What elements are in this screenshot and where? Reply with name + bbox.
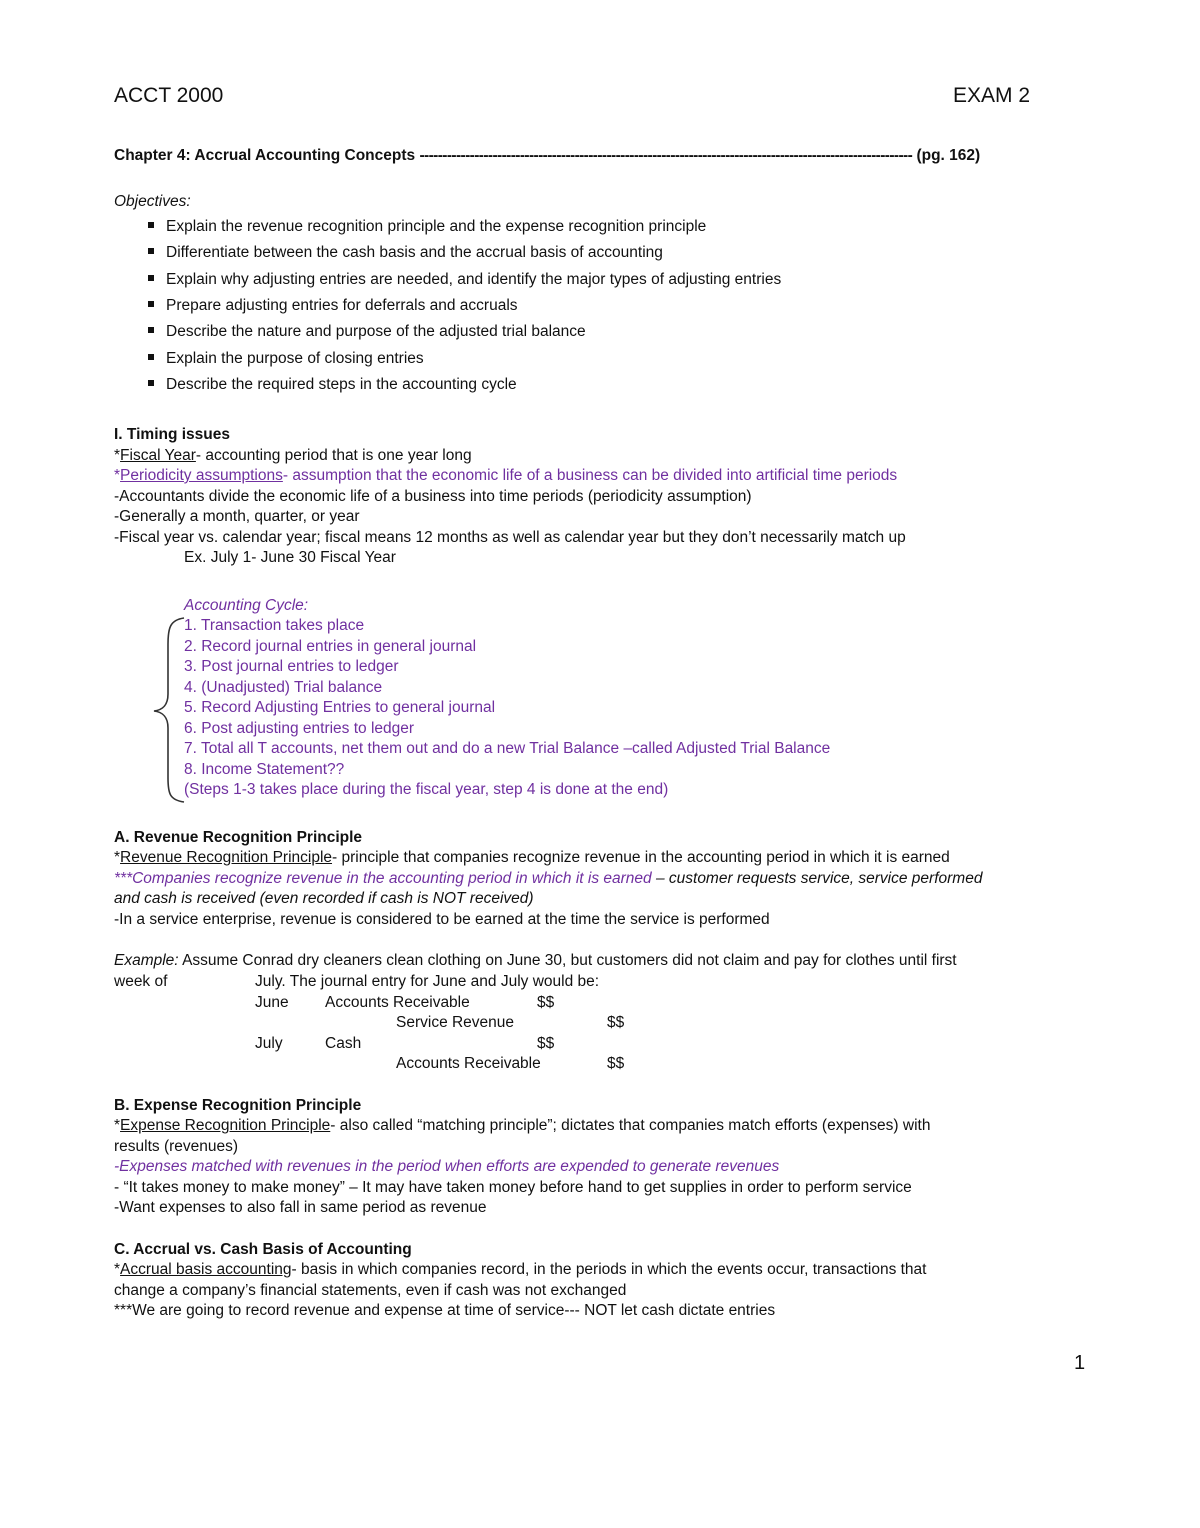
timing-line: -Accountants divide the economic life of a business into time periods (periodicity assumption) bbox=[114, 488, 752, 505]
periodicity-definition: *Periodicity assumptions- assumption that the economic life of a business can be divided into artificial time periods bbox=[114, 467, 898, 484]
objective-item: Describe the nature and purpose of the adjusted trial balance bbox=[148, 323, 586, 341]
fiscal-year-example: Ex. July 1- June 30 Fiscal Year bbox=[184, 549, 396, 566]
accrual-definition: *Accrual basis accounting- basis in which companies record, in the periods in which the events occur, transactions that bbox=[114, 1261, 927, 1278]
journal-debit: $$ bbox=[537, 994, 555, 1011]
objective-item: Prepare adjusting entries for deferrals and accruals bbox=[148, 297, 518, 315]
revenue-term: Revenue Recognition Principle bbox=[120, 849, 333, 866]
journal-debit: $$ bbox=[537, 1035, 555, 1052]
fiscal-year-definition: *Fiscal Year- accounting period that is one year long bbox=[114, 447, 472, 464]
cycle-step: 5. Record Adjusting Entries to general journal bbox=[184, 699, 496, 716]
expense-definition: *Expense Recognition Principle- also called “matching principle”; dictates that companies match efforts (expenses) with bbox=[114, 1117, 931, 1134]
objective-item: Explain why adjusting entries are needed, and identify the major types of adjusting entries bbox=[148, 271, 781, 289]
cycle-step: 1. Transaction takes place bbox=[184, 617, 365, 634]
exam-label: EXAM 2 bbox=[952, 84, 1030, 107]
chapter-title: Chapter 4: Accrual Accounting Concepts bbox=[114, 147, 416, 164]
cycle-step: 3. Post journal entries to ledger bbox=[184, 658, 399, 675]
curly-brace-icon bbox=[148, 614, 188, 804]
revenue-line: -In a service enterprise, revenue is considered to be earned at the time the service is performed bbox=[114, 911, 770, 928]
journal-month: July bbox=[255, 1035, 283, 1052]
accrual-term: Accrual basis accounting bbox=[120, 1261, 292, 1278]
expense-heading: B. Expense Recognition Principle bbox=[114, 1097, 362, 1114]
page-number: 1 bbox=[1074, 1352, 1086, 1374]
objectives-label: Objectives: bbox=[114, 193, 191, 210]
expense-term: Expense Recognition Principle bbox=[120, 1117, 331, 1134]
timing-line: -Generally a month, quarter, or year bbox=[114, 508, 360, 525]
journal-account: Accounts Receivable bbox=[396, 1055, 541, 1072]
revenue-heading: A. Revenue Recognition Principle bbox=[114, 829, 363, 846]
journal-account: Cash bbox=[325, 1035, 362, 1052]
chapter-page-ref: (pg. 162) bbox=[916, 147, 981, 164]
objective-item: Describe the required steps in the accounting cycle bbox=[148, 376, 517, 394]
expense-emphasis: -Expenses matched with revenues in the period when efforts are expended to generate revenues bbox=[114, 1158, 780, 1175]
objective-item: Explain the revenue recognition principle and the expense recognition principle bbox=[148, 218, 706, 236]
accrual-line: ***We are going to record revenue and expense at time of service--- NOT let cash dictate entries bbox=[114, 1302, 776, 1319]
journal-credit: $$ bbox=[607, 1055, 625, 1072]
objective-item: Explain the purpose of closing entries bbox=[148, 350, 424, 368]
cycle-step: 6. Post adjusting entries to ledger bbox=[184, 720, 415, 737]
fiscal-year-term: Fiscal Year bbox=[120, 447, 196, 464]
cycle-note: (Steps 1-3 takes place during the fiscal year, step 4 is done at the end) bbox=[184, 781, 669, 798]
cycle-step: 7. Total all T accounts, net them out and do a new Trial Balance –called Adjusted Trial Balance bbox=[184, 740, 831, 757]
journal-credit: $$ bbox=[607, 1014, 625, 1031]
objective-item: Differentiate between the cash basis and the accrual basis of accounting bbox=[148, 244, 663, 262]
revenue-definition: *Revenue Recognition Principle- principle that companies recognize revenue in the accounting period in which it is earned bbox=[114, 849, 950, 866]
timing-heading: I. Timing issues bbox=[114, 426, 231, 443]
journal-account: Accounts Receivable bbox=[325, 994, 470, 1011]
cycle-step: 4. (Unadjusted) Trial balance bbox=[184, 679, 383, 696]
accrual-definition-cont: change a company’s financial statements, even if cash was not exchanged bbox=[114, 1282, 627, 1299]
revenue-example: Example: Assume Conrad dry cleaners clean clothing on June 30, but customers did not claim and pay for clothes until first bbox=[114, 952, 957, 969]
expense-line: -Want expenses to also fall in same period as revenue bbox=[114, 1199, 487, 1216]
expense-line: - “It takes money to make money” – It may have taken money before hand to get supplies in order to perform service bbox=[114, 1179, 912, 1196]
revenue-example-cont: July. The journal entry for June and July would be: bbox=[255, 973, 600, 990]
chapter-dashes: ------------------------------------------------------------------------------------------------------------ bbox=[419, 147, 913, 164]
revenue-example-cont: week of bbox=[114, 973, 168, 990]
revenue-emphasis-cont: and cash is received (even recorded if cash is NOT received) bbox=[114, 890, 534, 907]
periodicity-term: Periodicity assumptions bbox=[120, 467, 283, 484]
timing-line: -Fiscal year vs. calendar year; fiscal means 12 months as well as calendar year but they don’t necessarily match up bbox=[114, 529, 906, 546]
accounting-cycle-label: Accounting Cycle: bbox=[184, 597, 309, 614]
chapter-heading bbox=[114, 147, 980, 165]
journal-month: June bbox=[255, 994, 289, 1011]
cycle-step: 8. Income Statement?? bbox=[184, 761, 345, 778]
accrual-heading: C. Accrual vs. Cash Basis of Accounting bbox=[114, 1241, 412, 1258]
revenue-emphasis: ***Companies recognize revenue in the accounting period in which it is earned – customer requests service, service performed bbox=[114, 870, 983, 887]
expense-definition-cont: results (revenues) bbox=[114, 1138, 239, 1155]
cycle-step: 2. Record journal entries in general journal bbox=[184, 638, 477, 655]
journal-account: Service Revenue bbox=[396, 1014, 515, 1031]
course-title: ACCT 2000 bbox=[114, 84, 224, 107]
